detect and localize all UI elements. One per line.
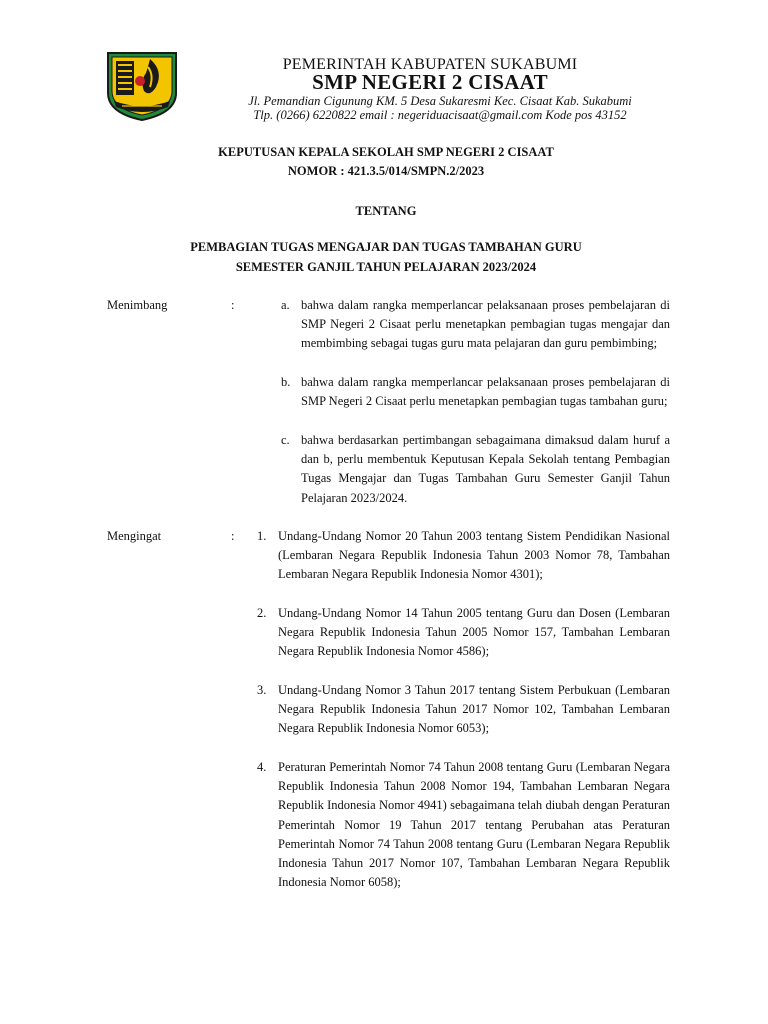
menimbang-item-b: bahwa dalam rangka memperlancar pelaksanaan proses pembelajaran di SMP Negeri 2 Cisaat perlu menetapkan pembagian tugas tambahan guru;: [301, 375, 670, 409]
mengingat-item-2: Undang-Undang Nomor 14 Tahun 2005 tentang Guru dan Dosen (Lembaran Negara Republik Indonesia Tahun 2005 Nomor 157, Tambahan Lembaran Negara Republik Indonesia Nomor 4586);: [278, 606, 670, 659]
mengingat-marker-2: 2.: [257, 606, 267, 620]
school-name: SMP NEGERI 2 CISAAT: [312, 70, 548, 94]
decree-subject-line2: SEMESTER GANJIL TAHUN PELAJARAN 2023/2024: [235, 260, 537, 274]
decree-number: NOMOR : 421.3.5/014/SMPN.2/2023: [287, 164, 485, 178]
mengingat-item-1: Undang-Undang Nomor 20 Tahun 2003 tentang Sistem Pendidikan Nasional (Lembaran Negara Republik Indonesia Tahun 2003 Nomor 78, Tambahan Lembaran Negara Republik Indonesia Nomor 4301);: [278, 529, 670, 582]
kabupaten-sukabumi-logo-icon: [106, 51, 178, 121]
school-contact: Tlp. (0266) 6220822 email : negeriduacisaat@gmail.com Kode pos 43152: [253, 108, 627, 122]
mengingat-item-4: Peraturan Pemerintah Nomor 74 Tahun 2008 tentang Guru (Lembaran Negara Republik Indonesia Tahun 2008 Nomor 194, Tambahan Lembaran Negara Republik Indonesia Nomor 4941) sebagaimana telah diubah dengan Peraturan Pemerintah Nomor 19 Tahun 2017 tentang Perubahan atas Peraturan Pemerintah Nomor 74 Tahun 2008 tentang Guru (Lembaran Negara Republik Indonesia Tahun 2017 Nomor 107, Tambahan Lembaran Negara Republik Indonesia Nomor 6058);: [278, 760, 670, 890]
menimbang-item-c: bahwa berdasarkan pertimbangan sebagaimana dimaksud dalam huruf a dan b, perlu membentuk Keputusan Kepala Sekolah tentang Pembagian Tugas Mengajar dan Tugas Tambahan Guru Semester Ganjil Tahun Pelajaran 2023/2024.: [301, 433, 670, 505]
menimbang-marker-a: a.: [281, 298, 290, 312]
government-name: PEMERINTAH KABUPATEN SUKABUMI: [282, 56, 578, 73]
menimbang-marker-c: c.: [281, 433, 290, 447]
mengingat-label: Mengingat: [107, 529, 162, 543]
mengingat-marker-4: 4.: [257, 760, 267, 774]
decree-about: TENTANG: [355, 204, 417, 218]
menimbang-colon: :: [231, 298, 235, 312]
mengingat-marker-1: 1.: [257, 529, 267, 543]
menimbang-marker-b: b.: [281, 375, 291, 389]
mengingat-item-3: Undang-Undang Nomor 3 Tahun 2017 tentang Sistem Perbukuan (Lembaran Negara Republik Indonesia Tahun 2017 Nomor 102, Tambahan Lembaran Negara Republik Indonesia Nomor 6053);: [278, 683, 670, 736]
mengingat-colon: :: [231, 529, 235, 543]
menimbang-item-a: bahwa dalam rangka memperlancar pelaksanaan proses pembelajaran di SMP Negeri 2 Cisaat perlu menetapkan pembagian tugas mengajar dan membimbing sebagai tugas guru mata pelajaran dan guru pembimbing;: [301, 298, 670, 351]
mengingat-marker-3: 3.: [257, 683, 267, 697]
decree-subject-line1: PEMBAGIAN TUGAS MENGAJAR DAN TUGAS TAMBAHAN GURU: [190, 240, 582, 254]
decree-heading: KEPUTUSAN KEPALA SEKOLAH SMP NEGERI 2 CISAAT: [218, 145, 554, 159]
school-address: Jl. Pemandian Cigunung KM. 5 Desa Sukaresmi Kec. Cisaat Kab. Sukabumi: [248, 94, 632, 108]
menimbang-label: Menimbang: [107, 298, 168, 312]
